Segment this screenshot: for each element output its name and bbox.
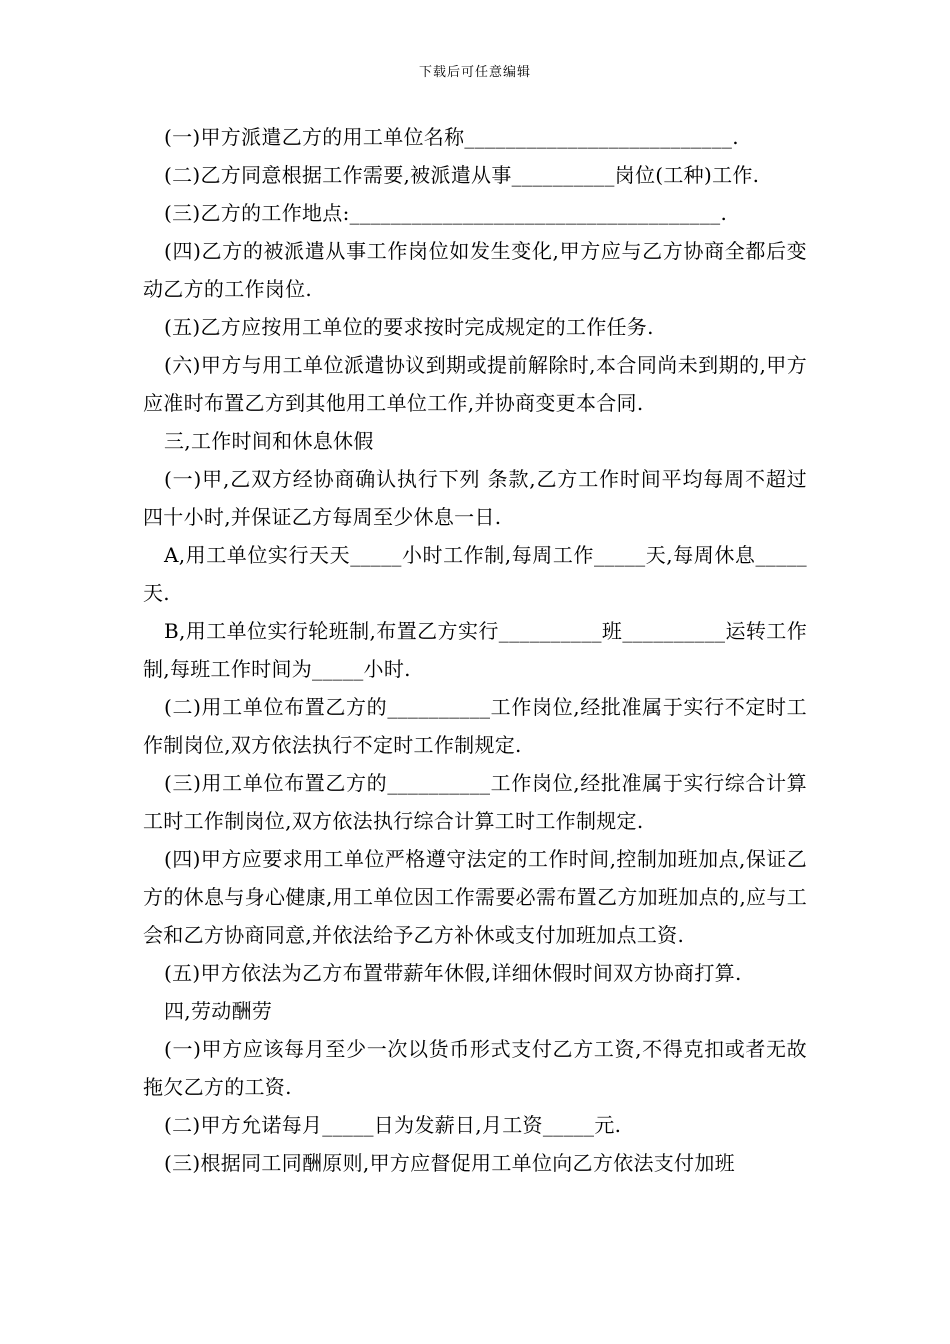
page-header: 下载后可任意编辑 [418, 65, 531, 80]
clause-paragraph: (四)乙方的被派遣从事工作岗位如发生变化,甲方应与乙方协商全都后变动乙方的工作岗位. [143, 239, 807, 301]
clause-paragraph: (三)乙方的工作地点:____________________________________. [164, 201, 728, 225]
clause-paragraph: (一)甲方派遣乙方的用工单位名称__________________________. [164, 125, 739, 149]
section-heading: 三,工作时间和休息休假 [164, 429, 374, 453]
document-body [143, 118, 807, 1182]
clause-paragraph: (二)用工单位布置乙方的__________工作岗位,经批准属于实行不定时工作制岗位,双方依法执行不定时工作制规定. [143, 695, 807, 757]
clause-paragraph: B,用工单位实行轮班制,布置乙方实行__________班__________运转工作制,每班工作时间为_____小时. [143, 619, 807, 681]
clause-paragraph: (一)甲,乙双方经协商确认执行下列 条款,乙方工作时间平均每周不超过四十小时,并保证乙方每周至少休息一日. [143, 467, 807, 529]
clause-paragraph: (四)甲方应要求用工单位严格遵守法定的工作时间,控制加班加点,保证乙方的休息与身心健康,用工单位因工作需要必需布置乙方加班加点的,应与工会和乙方协商同意,并依法给予乙方补休或支付加班加点工资. [143, 847, 807, 947]
clause-paragraph: (二)甲方允诺每月_____日为发薪日,月工资_____元. [164, 1113, 622, 1137]
clause-paragraph: A,用工单位实行天天_____小时工作制,每周工作_____天,每周休息_____天. [143, 543, 807, 605]
clause-paragraph: (三)根据同工同酬原则,甲方应督促用工单位向乙方依法支付加班 [164, 1151, 735, 1175]
clause-paragraph: (二)乙方同意根据工作需要,被派遣从事__________岗位(工种)工作. [164, 163, 760, 187]
section-heading: 四,劳动酬劳 [164, 999, 273, 1023]
clause-paragraph: (一)甲方应该每月至少一次以货币形式支付乙方工资,不得克扣或者无故拖欠乙方的工资. [143, 1037, 807, 1099]
clause-paragraph: (五)乙方应按用工单位的要求按时完成规定的工作任务. [164, 315, 654, 339]
clause-paragraph: (三)用工单位布置乙方的__________工作岗位,经批准属于实行综合计算工时工作制岗位,双方依法执行综合计算工时工作制规定. [143, 771, 807, 833]
clause-paragraph: (六)甲方与用工单位派遣协议到期或提前解除时,本合同尚未到期的,甲方应准时布置乙方到其他用工单位工作,并协商变更本合同. [143, 353, 807, 415]
clause-paragraph: (五)甲方依法为乙方布置带薪年休假,详细休假时间双方协商打算. [164, 961, 742, 985]
